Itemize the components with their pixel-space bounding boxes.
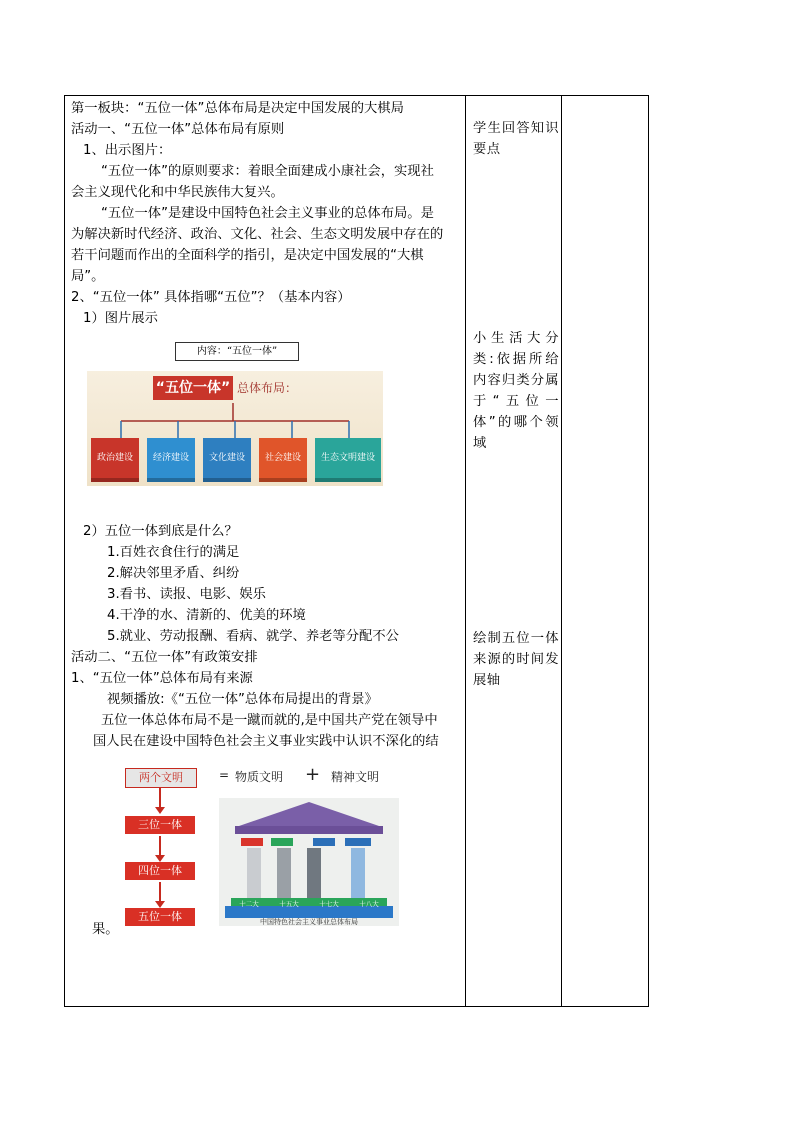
- activity-title: 活动一、“五位一体”总体布局有原则: [71, 122, 285, 137]
- list-item: 1.百姓衣食住行的满足: [107, 545, 240, 560]
- paragraph-line: 局”。: [71, 269, 105, 284]
- paragraph-line: 为解决新时代经济、政治、文化、社会、生态文明发展中存在的: [71, 227, 444, 242]
- plus-sign: +: [305, 764, 321, 785]
- diagram-title-rest: 总体布局：: [237, 381, 298, 395]
- diagram-title: [153, 376, 313, 400]
- paragraph-line: “五位一体”的原则要求：着眼全面建成小康社会，实现社: [101, 164, 434, 179]
- item-text: 1、“五位一体”总体布局有来源: [71, 671, 253, 686]
- spiritual-civilization: 精神文明: [331, 770, 380, 784]
- paragraph-line: 会主义现代化和中华民族伟大复兴。: [71, 185, 284, 200]
- evolution-diagram: [119, 764, 409, 936]
- step-three-in-one: 三位一体: [125, 816, 195, 834]
- paragraph-line: “五位一体”是建设中国特色社会主义事业的总体布局。是: [101, 206, 434, 221]
- box-social: 社会建设: [259, 438, 307, 482]
- era-label: 十八大: [359, 900, 379, 908]
- step-two-civilizations: 两个文明: [125, 768, 197, 788]
- era-label: 十二大: [239, 900, 259, 908]
- student-activity-note: 学生回答知识要点: [473, 121, 559, 157]
- item-text: 1、出示图片：: [83, 143, 172, 158]
- lesson-table: [64, 95, 649, 1007]
- paragraph-end: 果。: [92, 922, 119, 937]
- item-text: 1）图片展示: [83, 311, 158, 326]
- box-ecological: 生态文明建设: [315, 438, 381, 482]
- step-five-in-one: 五位一体: [125, 908, 195, 926]
- box-cultural: 文化建设: [203, 438, 251, 482]
- column-divider: [465, 96, 466, 1006]
- arrow-icon: [159, 836, 161, 856]
- era-label: 十七大: [319, 900, 339, 908]
- step-four-in-one: 四位一体: [125, 862, 195, 880]
- temple-caption: 中国特色社会主义事业总体布局: [260, 918, 358, 926]
- student-activity-note: 小生活大分类:依据所给内容归类分属于“五位一体”的哪个领域: [473, 331, 559, 451]
- list-item: 4.干净的水、清新的、优美的环境: [107, 608, 306, 623]
- arrow-icon: [159, 788, 161, 808]
- paragraph-line: 五位一体总体布局不是一蹴而就的,是中国共产党在领导中: [101, 713, 438, 728]
- item-text: 2）五位一体到底是什么？: [83, 524, 238, 539]
- temple-illustration: [219, 798, 399, 926]
- list-item: 2.解决邻里矛盾、纠纷: [107, 566, 240, 581]
- paragraph-line: 国人民在建设中国特色社会主义事业实践中认识不深化的结: [93, 734, 439, 749]
- arrow-icon: [159, 882, 161, 902]
- list-item: 5.就业、劳动报酬、看病、就学、养老等分配不公: [107, 629, 399, 644]
- diagram-title-highlight: “五位一体”: [153, 376, 233, 400]
- video-line: 视频播放:《“五位一体”总体布局提出的背景》: [107, 692, 378, 707]
- student-activity-note: 绘制五位一体来源的时间发展轴: [473, 631, 559, 688]
- material-civilization: 物质文明: [235, 770, 284, 784]
- activity-title: 活动二、“五位一体”有政策安排: [71, 650, 258, 665]
- equals-sign: =: [219, 768, 230, 782]
- paragraph-line: 若干问题而作出的全面科学的指引，是决定中国发展的“大棋: [71, 248, 424, 263]
- five-in-one-diagram: [87, 342, 385, 488]
- column-divider: [561, 96, 562, 1006]
- item-text: 2、“五位一体” 具体指哪“五位”？（基本内容）: [71, 290, 351, 305]
- section-heading: 第一板块：“五位一体”总体布局是决定中国发展的大棋局: [71, 101, 404, 116]
- list-item: 3.看书、读报、电影、娱乐: [107, 587, 266, 602]
- era-labels: [229, 899, 389, 908]
- diagram-banner: [87, 371, 383, 486]
- era-label: 十五大: [279, 900, 299, 908]
- box-economic: 经济建设: [147, 438, 195, 482]
- box-political: 政治建设: [91, 438, 139, 482]
- figure-label: 内容：“五位一体”: [175, 342, 299, 361]
